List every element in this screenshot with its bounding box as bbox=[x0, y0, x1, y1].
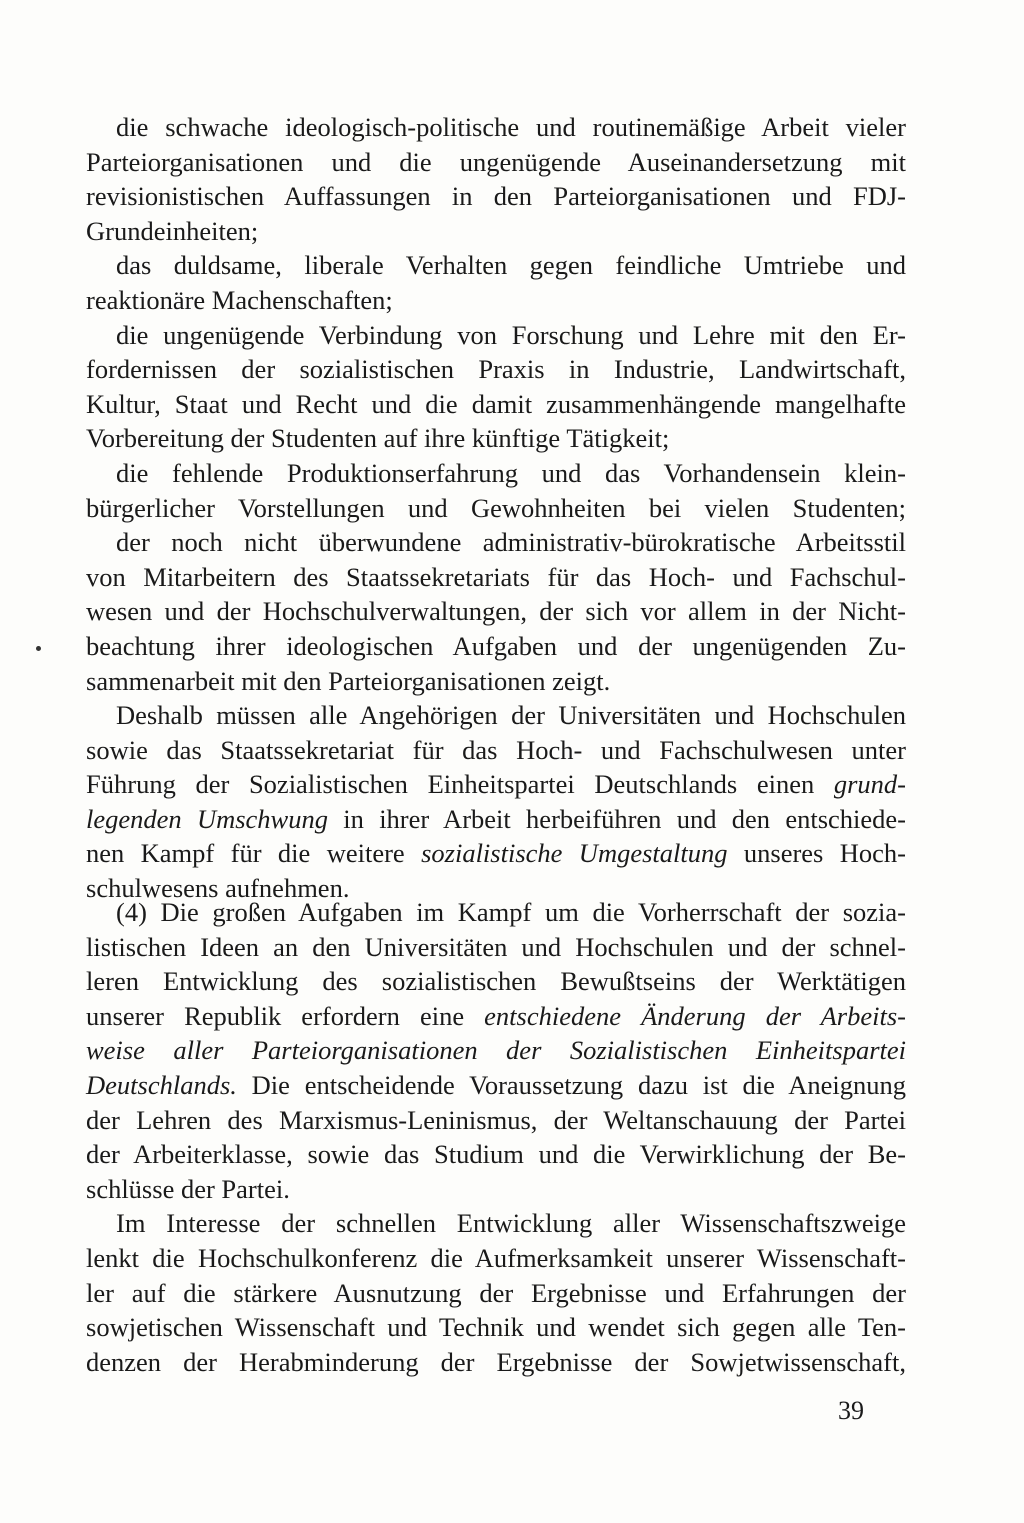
text-line: Kultur, Staat und Recht und die damit zusammenhängende mangelhafte bbox=[86, 388, 906, 419]
text-line: die ungenügende Verbindung von Forschung und Lehre mit den Er- bbox=[116, 319, 906, 350]
page-number: 39 bbox=[838, 1396, 864, 1425]
text-line bbox=[86, 836, 906, 871]
text-line: revisionistischen Auffassungen in den Parteiorganisationen und FDJ- bbox=[86, 181, 906, 212]
text-run: nen Kampf für die weitere bbox=[86, 838, 422, 869]
emphasis-run: entschiedene Änderung der Arbeits- bbox=[484, 1000, 906, 1031]
text-line: reaktionäre Machenschaften; bbox=[86, 284, 393, 315]
margin-mark bbox=[36, 646, 41, 651]
text-line: die fehlende Produktionserfahrung und das Vorhandensein klein- bbox=[116, 457, 906, 488]
text-line: sammenarbeit mit den Parteiorganisationen zeigt. bbox=[86, 665, 611, 696]
text-line: die schwache ideologisch-politische und routinemäßige Arbeit vieler bbox=[116, 112, 906, 142]
text-line: der Lehren des Marxismus-Leninismus, der Weltanschauung der Partei bbox=[86, 1104, 906, 1135]
text-line: der Arbeiterklasse, sowie das Studium und die Verwirklichung der Be- bbox=[86, 1139, 906, 1170]
text-line: schlüsse der Partei. bbox=[86, 1173, 290, 1204]
emphasis-run: grund- bbox=[833, 769, 906, 800]
text-line bbox=[86, 802, 906, 837]
text-line: bürgerlicher Vorstellungen und Gewohnheiten bei vielen Studenten; bbox=[86, 492, 906, 523]
text-line: denzen der Herabminderung der Ergebnisse der Sowjetwissenschaft, bbox=[86, 1346, 906, 1377]
text-line: Grundeinheiten; bbox=[86, 215, 259, 246]
text-line: (4) Die großen Aufgaben im Kampf um die Vorherrschaft der sozia- bbox=[116, 897, 906, 927]
text-line: Deshalb müssen alle Angehörigen der Universitäten und Hochschulen bbox=[116, 700, 906, 731]
text-line: der noch nicht überwundene administrativ-bürokratische Arbeitsstil bbox=[116, 527, 906, 558]
text-line: sowjetischen Wissenschaft und Technik und wendet sich gegen alle Ten- bbox=[86, 1312, 906, 1343]
text-line bbox=[86, 999, 906, 1034]
text-line: von Mitarbeitern des Staatssekretariats für das Hoch- und Fachschul- bbox=[86, 561, 906, 592]
text-run: in ihrer Arbeit herbeiführen und den entschiede- bbox=[327, 803, 906, 834]
emphasis-run: Deutschlands. bbox=[86, 1069, 237, 1100]
text-line bbox=[86, 767, 906, 802]
emphasis-run: sozialistische Umgestaltung bbox=[421, 838, 728, 869]
text-line: lenkt die Hochschulkonferenz die Aufmerksamkeit unserer Wissenschaft- bbox=[86, 1242, 906, 1273]
text-line: fordernissen der sozialistischen Praxis in Industrie, Landwirtschaft, bbox=[86, 354, 906, 385]
text-run: unserer Republik erfordern eine bbox=[86, 1000, 485, 1031]
emphasis-run: legenden Umschwung bbox=[86, 803, 328, 834]
text-line: ler auf die stärkere Ausnutzung der Ergebnisse und Erfahrungen der bbox=[86, 1277, 906, 1308]
text-block-upper bbox=[86, 110, 906, 906]
text-line: wesen und der Hochschulverwaltungen, der sich vor allem in der Nicht- bbox=[86, 596, 906, 627]
text-line: listischen Ideen an den Universitäten und Hochschulen und der schnel- bbox=[86, 931, 906, 962]
emphasis-run: weise aller Parteiorganisationen der Sozialistischen Einheitspartei bbox=[86, 1035, 906, 1066]
text-line bbox=[86, 1033, 906, 1068]
text-line: Vorbereitung der Studenten auf ihre künftige Tätigkeit; bbox=[86, 423, 670, 454]
text-line bbox=[86, 1068, 906, 1103]
text-line: Im Interesse der schnellen Entwicklung aller Wissenschaftszweige bbox=[116, 1208, 906, 1239]
text-line: leren Entwicklung des sozialistischen Bewußtseins der Werktätigen bbox=[86, 966, 906, 997]
text-run: Führung der Sozialistischen Einheitspartei Deutschlands einen bbox=[86, 769, 834, 800]
text-line: Parteiorganisationen und die ungenügende Auseinandersetzung mit bbox=[86, 146, 906, 177]
text-line: sowie das Staatssekretariat für das Hoch- und Fachschulwesen unter bbox=[86, 734, 906, 765]
text-block-lower bbox=[86, 895, 906, 1379]
text-line: schulwesens aufnehmen. bbox=[86, 873, 350, 904]
text-line: das duldsame, liberale Verhalten gegen feindliche Umtriebe und bbox=[116, 250, 906, 281]
text-run: unseres Hoch- bbox=[727, 838, 906, 869]
text-line: beachtung ihrer ideologischen Aufgaben und der ungenügenden Zu- bbox=[86, 630, 906, 661]
text-run: Die entscheidende Voraussetzung dazu ist die Aneignung bbox=[236, 1069, 906, 1100]
